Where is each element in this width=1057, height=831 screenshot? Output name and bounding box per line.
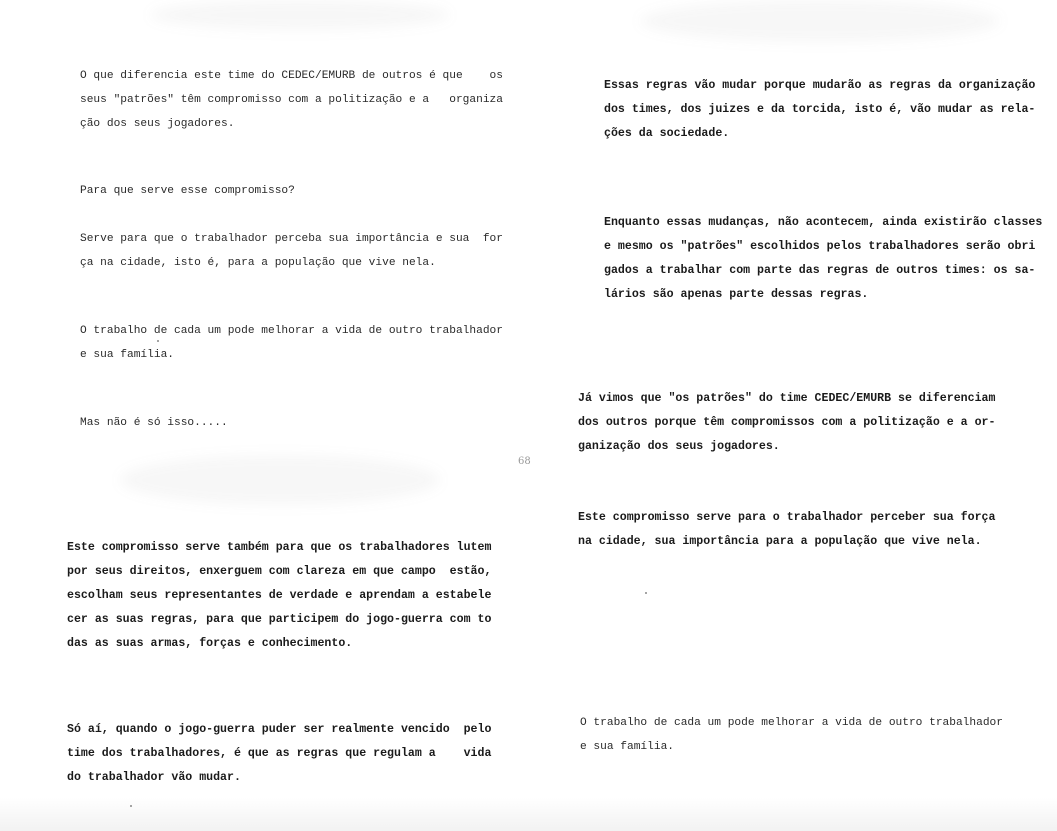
right-paragraph-4: Este compromisso serve para o trabalhador perceber sua força na cidade, sua importância para a população que vive nela. bbox=[578, 511, 996, 548]
scan-speck bbox=[157, 340, 159, 342]
scan-speck bbox=[645, 592, 647, 594]
right-paragraph-2: Enquanto essas mudanças, não acontecem, ainda existirão classes e mesmo os "patrões" escolhidos pelos trabalhadores serão obri gados a trabalhar com parte das regras de outros times: os sa- lários são apenas parte dessas regras. bbox=[604, 216, 1043, 301]
left-paragraph-1: O que diferencia este time do CEDEC/EMURB de outros é que os seus "patrões" têm compromisso com a politização e a organiza ção dos seus jogadores. bbox=[80, 70, 503, 130]
left-paragraph-5: Mas não é só isso..... bbox=[80, 417, 228, 429]
left-paragraph-3: Serve para que o trabalhador perceba sua importância e sua for ça na cidade, isto é, para a população que vive nela. bbox=[80, 233, 503, 269]
scan-smudge bbox=[640, 0, 1000, 42]
left-paragraph-7: Só aí, quando o jogo-guerra puder ser realmente vencido pelo time dos trabalhadores, é que as regras que regulam a vida do trabalhador vão mudar. bbox=[67, 723, 492, 784]
right-paragraph-5: O trabalho de cada um pode melhorar a vida de outro trabalhador e sua família. bbox=[580, 717, 1003, 753]
page-number-text: 68 bbox=[518, 456, 531, 467]
scan-smudge bbox=[150, 0, 450, 30]
scan-smudge bbox=[120, 455, 440, 505]
right-paragraph-1: Essas regras vão mudar porque mudarão as regras da organização dos times, dos juizes e da torcida, isto é, vão mudar as rela- ções da sociedade. bbox=[604, 79, 1036, 140]
scan-speck bbox=[130, 805, 132, 807]
right-page bbox=[528, 0, 1057, 831]
left-paragraph-4: O trabalho de cada um pode melhorar a vida de outro trabalhador e sua família. bbox=[80, 325, 503, 361]
left-paragraph-6: Este compromisso serve também para que os trabalhadores lutem por seus direitos, enxerguem com clareza em que campo estão, escolham seus representantes de verdade e aprendam a estabele cer as suas regras, para que participem do jogo-guerra com to das as suas armas, forças e conhecimento. bbox=[67, 541, 492, 650]
right-paragraph-3: Já vimos que "os patrões" do time CEDEC/EMURB se diferenciam dos outros porque têm compromissos com a politização e a or- ganização dos seus jogadores. bbox=[578, 392, 996, 453]
left-page bbox=[0, 0, 528, 831]
scan-bottom-edge bbox=[0, 797, 1057, 831]
left-paragraph-2: Para que serve esse compromisso? bbox=[80, 185, 295, 197]
